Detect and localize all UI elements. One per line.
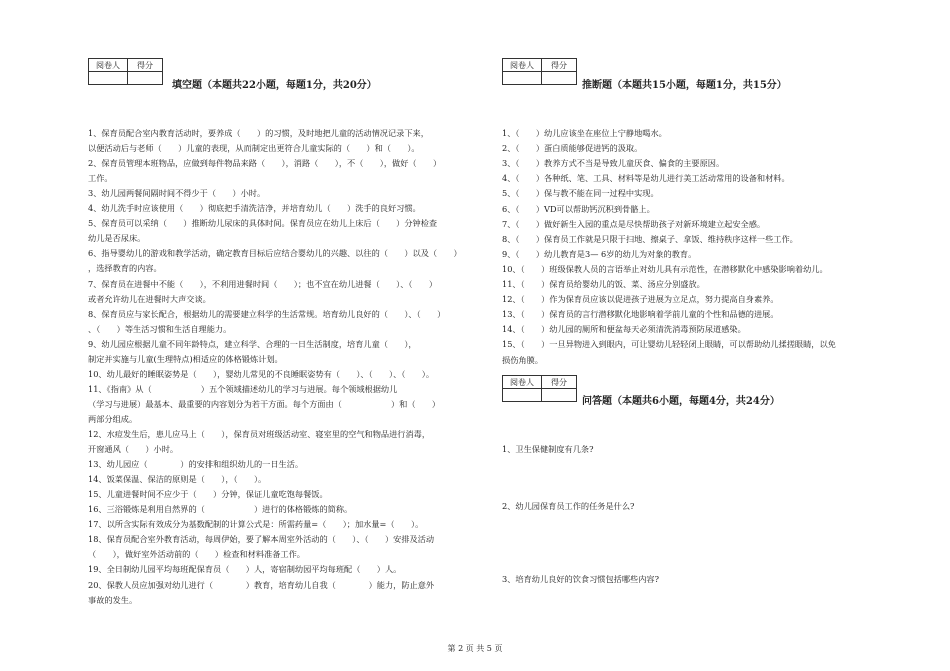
reviewer-cell[interactable] [503,389,542,402]
reviewer-label: 阅卷人 [503,376,542,389]
question-line: 8、（ ）保育员工作就是只限于扫地、擦桌子、拿饭、维持秩序这样一些工作。 [502,233,798,244]
score-box [502,375,577,402]
score-label: 得分 [542,376,577,389]
question-line: 工作。 [88,173,113,184]
question-line: 15、儿童进餐时间不应少于（ ）分钟，保证儿童吃饱每餐饭。 [88,489,328,500]
score-label: 得分 [128,59,163,72]
score-box [502,58,577,85]
question-line: 16、三浴锻炼是利用自然界的（ ）进行的体格锻炼的简称。 [88,504,353,515]
question-line: 13、（ ）保育员的言行潜移默化地影响着学前儿童的个性和品德的进展。 [502,309,779,320]
qa-question: 2、幼儿园保育员工作的任务是什么? [502,501,635,511]
qa-title: 问答题（本题共6小题，每题4分，共24分） [582,396,780,407]
question-line: 1、保育员配合室内教育活动时，要养成（ ）的习惯，及时地把儿童的活动情况记录下来， [88,128,429,138]
question-line: 10、幼儿最好的睡眠姿势是（ ），婴幼儿常见的不良睡眠姿势有（ ）、（ ）、（ ）。 [88,368,435,379]
question-line: 13、幼儿园应（ ）的安排和组织幼儿的一日生活。 [88,459,304,470]
question-line: 3、幼儿园两餐间隔时间不得少于（ ）小时。 [88,188,266,199]
question-line: 6、（ ）VD可以帮助钙沉积到骨骼上。 [502,203,655,214]
question-line: 14、饭菜保温、保洁的原则是（ ），（ ）。 [88,474,267,485]
question-line: 9、幼儿园应根据儿童不同年龄特点，建立科学、合理的一日生活制度，培育儿童（ ）， [88,338,417,349]
question-line: 17、以所含实际有效成分为基数配制的计算公式是：所需药量=（ ）；加水量=（ ）。 [88,519,424,530]
score-cell[interactable] [542,72,577,85]
reviewer-label: 阅卷人 [89,59,128,72]
page-footer: 第 2 页 共 5 页 [447,644,503,653]
question-line: 4、（ ）各种纸、笔、工具、材料等是幼儿进行美工活动常用的设备和材料。 [502,173,790,184]
question-line: 两部分组成。 [88,413,138,424]
reviewer-label: 阅卷人 [503,59,542,72]
question-line: 19、全日制幼儿园平均每班配保育员（ ）人，寄宿制幼园平均每班配（ ）人。 [88,564,402,575]
question-line: 5、（ ）保与教不能在同一过程中实现。 [502,188,659,199]
score-box [88,58,163,85]
question-line: 1、（ ）幼儿应该坐在座位上宁静地喝水。 [502,128,667,138]
question-line: 9、（ ）幼儿教育是3— 6岁的幼儿为对象的教育。 [502,248,697,259]
question-line: （ ），做好室外活动前的（ ）检查和材料准备工作。 [88,549,305,560]
question-line: 11、《指南》从（ ）五个领域描述幼儿的学习与进展。每个领域根据幼儿 [88,383,398,394]
score-cell[interactable] [542,389,577,402]
question-line: 6、指导婴幼儿的游戏和教学活动，确定教育目标后应结合婴幼儿的兴趣、以往的（ ）以及（ ） [88,248,462,259]
question-line: 损伤角膜。 [502,354,543,365]
question-line: 12、（ ）作为保育员应该以促进孩子进展为立足点，努力提高自身素养。 [502,294,779,305]
question-line: 18、保育员配合室外教育活动，每周伊始，要了解本周室外活动的（ ）、（ ）安排及活动 [88,534,435,545]
question-line: 5、保育员可以采纳（ ）推断幼儿尿床的具体时间。保育员应在幼儿上床后（ ）分钟检查 [88,218,438,229]
qa-question: 3、培育幼儿良好的饮食习惯包括哪些内容? [502,574,659,584]
qa-question: 1、卫生保健制度有几条? [502,444,594,454]
question-line: 2、保育员管理本班物品，应做到每件物品来路（ ），消路（ ），不（ ），做好（ ） [88,158,442,169]
fill-blank-title: 填空题（本题共22小题，每题1分，共20分） [172,80,377,91]
reviewer-cell[interactable] [503,72,542,85]
question-line: 制定并实施与儿童(生理特点)相适应的体格锻炼计划。 [88,353,283,364]
question-line: 事故的发生。 [88,594,138,605]
question-line: 15、（ ）一旦异物进入到眼内，可让婴幼儿轻轻闭上眼睛，可以帮助幼儿揉搓眼睛，以免 [502,339,836,350]
question-line: 11、（ ）保育员给婴幼儿的饭、菜、汤应分别盛放。 [502,279,705,289]
question-line: 10、（ ）班级保教人员的言语举止对幼儿具有示范性，在潜移默化中感染影响着幼儿。 [502,263,828,274]
judgment-title: 推断题（本题共15小题，每题1分，共15分） [582,80,787,91]
question-line: 7、保育员在进餐中不能（ ），不利用进餐时间（ ）；也不宜在幼儿进餐（ ）、（ ） [88,278,438,289]
question-line: ，选择教育的内容。 [88,263,162,274]
question-line: 以便活动后与老师（ ）儿童的表现，从而制定出更符合儿童实际的（ ）和（ ）。 [88,143,420,154]
question-line: 7、（ ）做好新生入园的重点是尽快帮助孩子对新环境建立起安全感。 [502,218,766,229]
question-line: 2、（ ）蛋白质能够促进钙的汲取。 [502,143,643,154]
question-line: 14、（ ）幼儿园的厕所和便盆每天必须清洗消毒预防尿道感染。 [502,324,746,335]
question-line: 或者允许幼儿在进餐时大声交谈。 [88,293,211,304]
question-line: 、（ ）等生活习惯和生活自理能力。 [88,323,232,334]
reviewer-cell[interactable] [89,72,128,85]
question-line: 幼儿是否尿床。 [88,233,146,244]
score-label: 得分 [542,59,577,72]
question-line: 开窗通风（ ）小时。 [88,444,179,455]
question-line: （学习与进展）最基本、最重要的内容划分为若干方面。每个方面由（ ）和（ ） [88,398,441,409]
question-line: 20、保教人员应加强对幼儿进行（ ）教育，培育幼儿自我（ ）能力，防止意外 [88,579,435,590]
question-line: 12、水痘发生后，患儿应马上（ ），保育员对班级活动室、寝室里的空气和物品进行消毒， [88,429,431,439]
question-line: 4、幼儿洗手时应该使用（ ）彻底把手清洗洁净，并培育幼儿（ ）洗手的良好习惯。 [88,203,421,214]
score-cell[interactable] [128,72,163,85]
question-line: 3、（ ）教养方式不当是导致儿童厌食、偏食的主要原因。 [502,158,725,169]
question-line: 8、保育员应与家长配合，根据幼儿的需要建立科学的生活常规。培育幼儿良好的（ ）、（ ） [88,308,446,319]
